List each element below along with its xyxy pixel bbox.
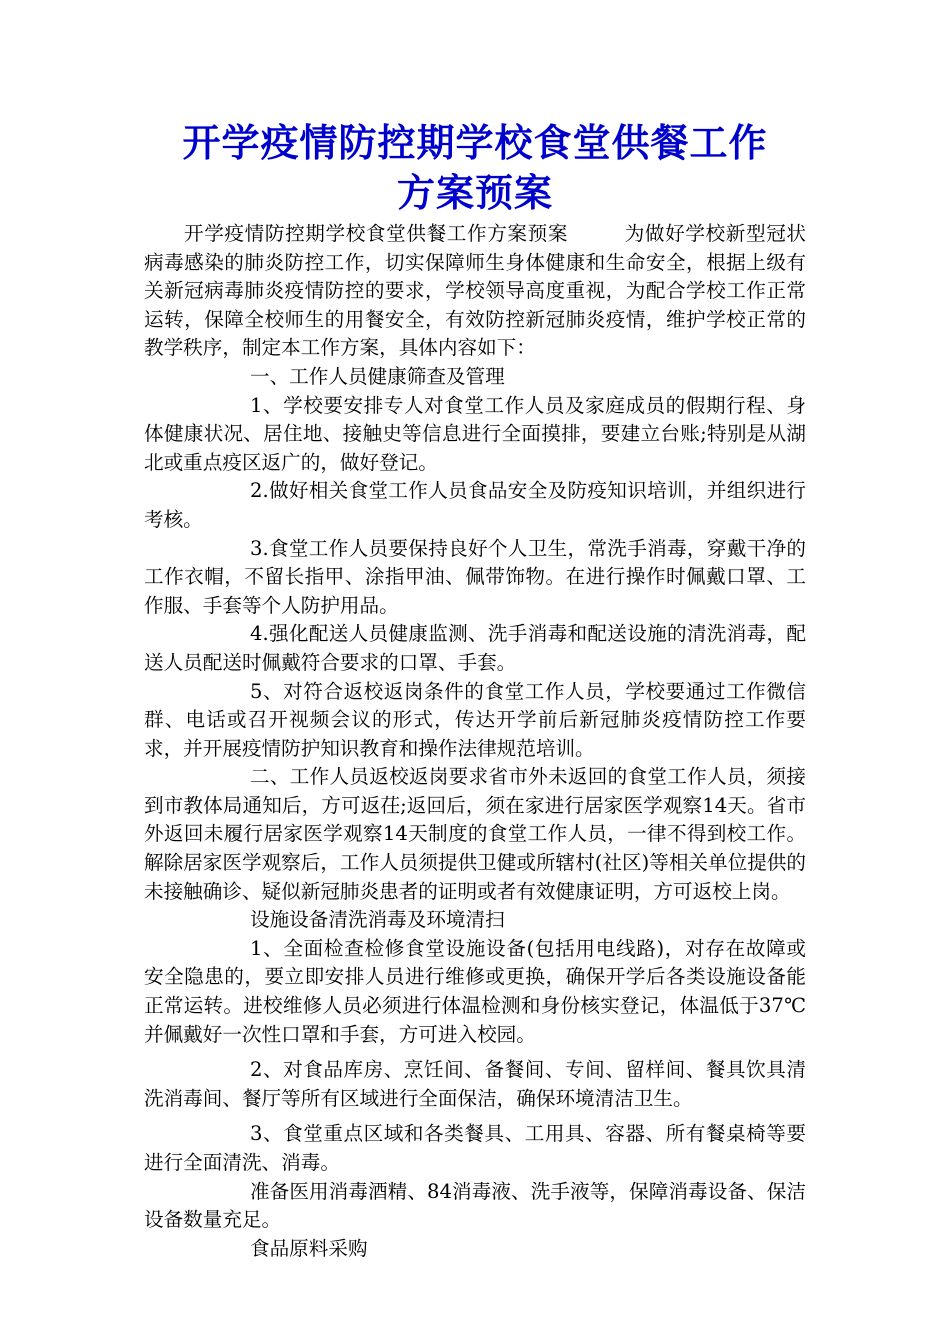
section-1-item-1: 1、学校要安排专人对食堂工作人员及家庭成员的假期行程、身体健康状况、居住地、接触史等信息进行全面摸排，要建立台账;特别是从湖北或重点疫区返广的，做好登记。 xyxy=(144,393,806,474)
intro-lead: 开学疫情防控期学校食堂供餐工作方案预案 xyxy=(184,222,569,245)
document-page xyxy=(144,118,806,1263)
section-4-heading: 食品原料采购 xyxy=(250,1236,368,1260)
section-1-item-2: 2.做好相关食堂工作人员食品安全及防疫知识培训，并组织进行考核。 xyxy=(144,479,806,531)
section-1-item-5: 5、对符合返校返岗条件的食堂工作人员，学校要通过工作微信群、电话或召开视频会议的形式，传达开学前后新冠肺炎疫情防控工作要求，并开展疫情防护知识教育和操作法律规范培训。 xyxy=(144,679,806,760)
section-1-heading: 一、工作人员健康筛查及管理 xyxy=(250,364,505,388)
section-3-item-4: 准备医用消毒酒精、84消毒液、洗手液等，保障消毒设备、保洁设备数量充足。 xyxy=(144,1179,806,1232)
section-2-paragraph: 二、工作人员返校返岗要求省市外未返回的食堂工作人员，须接到市教体局通知后，方可返茌;返回后，须在家进行居家医学观察14天。省市外返回未履行居家医学观察14天制度的食堂工作人员，一律不得到校工作。解除居家医学观察后，工作人员须提供卫健或所辖村(社区)等相关单位提供的未接触确诊、疑似新冠肺炎患者的证明或者有效健康证明，方可返校上岗。 xyxy=(144,765,806,903)
intro-paragraph xyxy=(144,220,806,363)
document-body xyxy=(144,220,806,1263)
title-line-2: 方案预案 xyxy=(396,171,553,215)
title-line-1: 开学疫情防控期学校食堂供餐工作 xyxy=(182,121,768,165)
section-3-item-1: 1、全面检查检修食堂设施设备(包括用电线路)，对存在故障或安全隐患的，要立即安排人员进行维修或更换，确保开学后各类设施设备能正常运转。进校维修人员必须进行体温检测和身份核实登记，体温低于37℃并佩戴好一次性口罩和手套，方可进入校园。 xyxy=(144,936,806,1046)
section-1-item-4: 4.强化配送人员健康监测、洗手消毒和配送设施的清洗消毒，配送人员配送时佩戴符合要求的口罩、手套。 xyxy=(144,622,806,674)
document-title xyxy=(144,118,806,218)
section-3-item-2: 2、对食品库房、烹饪间、备餐间、专间、留样间、餐具饮具清洗消毒间、餐厅等所有区域进行全面保洁，确保环境清洁卫生。 xyxy=(144,1058,806,1110)
section-3-heading: 设施设备清洗消毒及环境清扫 xyxy=(250,908,505,932)
intro-body: 为做好学校新型冠状病毒感染的肺炎防控工作，切实保障师生身体健康和生命安全，根据上级有关新冠病毒肺炎疫情防控的要求，学校领导高度重视，为配合学校工作正常运转，保障全校师生的用餐安全，有效防控新冠肺炎疫情，维护学校正常的教学秩序，制定本工作方案，具体内容如下： xyxy=(144,222,807,360)
section-1-item-3: 3.食堂工作人员要保持良好个人卫生，常洗手消毒，穿戴干净的工作衣帽，不留长指甲、涂指甲油、佩带饰物。在进行操作时佩戴口罩、工作服、手套等个人防护用品。 xyxy=(144,536,806,617)
section-3-item-3: 3、食堂重点区域和各类餐具、工用具、容器、所有餐桌椅等要进行全面清洗、消毒。 xyxy=(144,1122,806,1174)
